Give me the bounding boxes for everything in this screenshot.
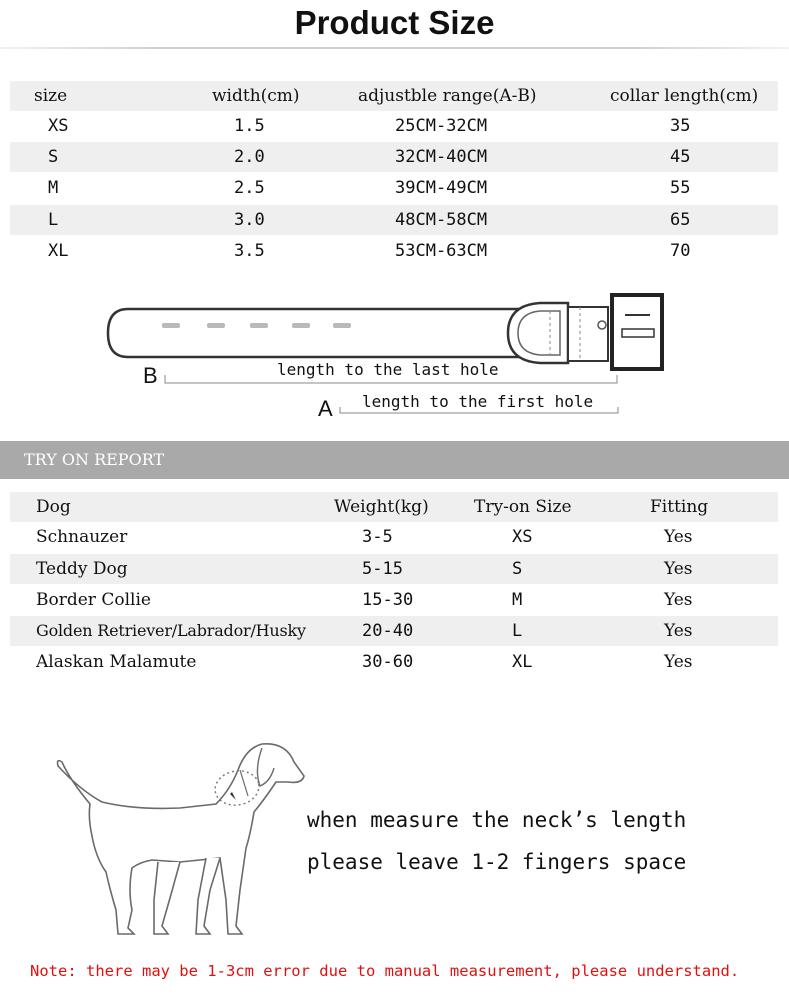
header-try-on-size: Try-on Size [474, 497, 572, 517]
header-weight: Weight(kg) [334, 497, 429, 517]
weight-cell: 5-15 [362, 559, 403, 579]
table-row [10, 647, 778, 677]
collar-cell: 45 [670, 147, 691, 167]
size-cell: M [48, 178, 59, 198]
dog-cell: Border Collie [36, 590, 151, 610]
header-width: width(cm) [212, 86, 300, 106]
collar-cell: 55 [670, 178, 691, 198]
page-title: Product Size [294, 4, 495, 41]
header-fitting: Fitting [650, 497, 709, 517]
table-row [10, 236, 778, 266]
header-collar-length: collar length(cm) [610, 86, 759, 106]
collar-diagram [0, 285, 789, 435]
weight-cell: 3-5 [362, 527, 393, 547]
collar-cell: 35 [670, 116, 691, 136]
dog-outline-icon [40, 740, 320, 950]
table-row [10, 205, 778, 235]
range-cell: 48CM-58CM [395, 210, 488, 230]
range-cell: 53CM-63CM [395, 241, 488, 261]
header-dog: Dog [36, 497, 71, 517]
table-row [10, 616, 778, 646]
table-row [10, 142, 778, 172]
last-hole-text: length to the last hole [277, 360, 499, 379]
table-row [10, 554, 778, 584]
range-cell: 39CM-49CM [395, 178, 488, 198]
collar-cell: 70 [670, 241, 691, 261]
table-row [10, 111, 778, 141]
collar-cell: 65 [670, 210, 691, 230]
width-cell: 3.0 [234, 210, 265, 230]
header-size: size [34, 86, 68, 106]
size-table-header [10, 81, 778, 111]
table-row [10, 173, 778, 203]
width-cell: 2.5 [234, 178, 265, 198]
weight-cell: 30-60 [362, 652, 414, 672]
try-on-size-cell: M [512, 590, 523, 610]
dog-cell: Alaskan Malamute [36, 652, 197, 672]
report-table-header [10, 492, 778, 522]
fitting-cell: Yes [664, 527, 693, 547]
width-cell: 1.5 [234, 116, 265, 136]
error-note: Note: there may be 1-3cm error due to manual measurement, please understand. [30, 962, 740, 980]
fitting-cell: Yes [664, 559, 693, 579]
title-divider [0, 47, 789, 49]
size-cell: XS [48, 116, 69, 136]
try-on-size-cell: XS [512, 527, 533, 547]
measure-line-1: when measure the neck’s length [307, 808, 687, 832]
buckle-icon [568, 295, 662, 369]
fitting-cell: Yes [664, 590, 693, 610]
size-cell: XL [48, 241, 69, 261]
weight-cell: 20-40 [362, 621, 414, 641]
dog-cell: Golden Retriever/Labrador/Husky [36, 621, 306, 640]
dog-cell: Schnauzer [36, 527, 128, 547]
try-on-size-cell: XL [512, 652, 533, 672]
first-hole-text: length to the first hole [362, 392, 594, 411]
width-cell: 3.5 [234, 241, 265, 261]
fitting-cell: Yes [664, 652, 693, 672]
report-heading: TRY ON REPORT [24, 450, 165, 469]
d-ring-icon [508, 303, 568, 363]
report-heading-band [0, 441, 789, 479]
fitting-cell: Yes [664, 621, 693, 641]
weight-cell: 15-30 [362, 590, 414, 610]
range-cell: 32CM-40CM [395, 147, 488, 167]
label-a: A [318, 396, 333, 421]
measure-line-2: please leave 1-2 fingers space [307, 850, 687, 874]
header-range: adjustble range(A-B) [358, 86, 537, 106]
collar-strap-icon [108, 309, 520, 357]
table-row [10, 585, 778, 615]
range-cell: 25CM-32CM [395, 116, 488, 136]
size-cell: L [48, 210, 59, 230]
try-on-size-cell: L [512, 621, 523, 641]
dog-cell: Teddy Dog [36, 559, 128, 579]
width-cell: 2.0 [234, 147, 265, 167]
table-row [10, 522, 778, 552]
label-b: B [143, 363, 158, 388]
try-on-size-cell: S [512, 559, 523, 579]
size-cell: S [48, 147, 59, 167]
